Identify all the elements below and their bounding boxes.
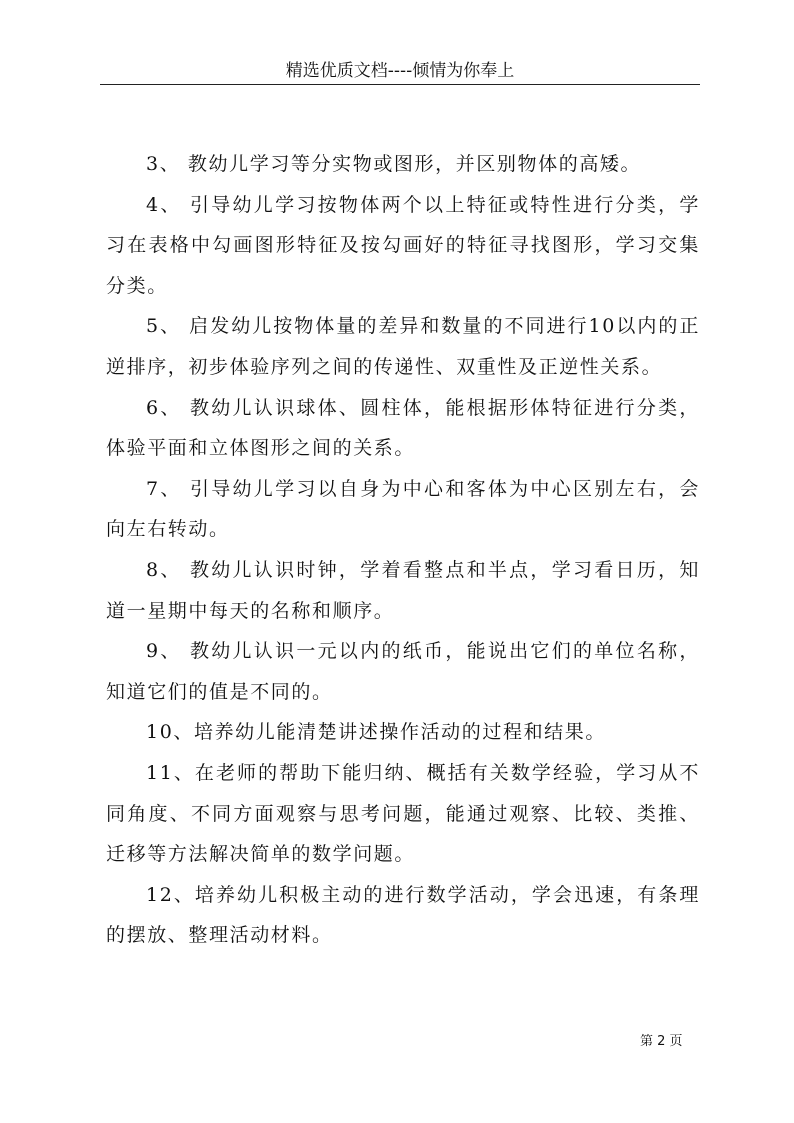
- paragraph-item-3: 3、 教幼儿学习等分实物或图形，并区别物体的高矮。: [146, 153, 642, 175]
- page-number: 第 2 页: [640, 1034, 683, 1049]
- paragraph-item-11: 11、在老师的帮助下能归纳、概括有关数学经验，学习从不同角度、不同方面观察与思考问题，能通过观察、比较、类推、迁移等方法解决简单的数学问题。: [106, 761, 700, 866]
- paragraph-item-4: 4、 引导幼儿学习按物体两个以上特征或特性进行分类，学习在表格中勾画图形特征及按勾画好的特征寻找图形，学习交集分类。: [106, 193, 700, 297]
- document-body: [106, 144, 700, 956]
- paragraph-item-10: 10、培养幼儿能清楚讲述操作活动的过程和结果。: [146, 721, 606, 744]
- header-divider: [100, 84, 700, 85]
- paragraph-item-7: 7、 引导幼儿学习以自身为中心和客体为中心区别左右，会向左右转动。: [106, 477, 700, 541]
- paragraph-item-9: 9、 教幼儿认识一元以内的纸币，能说出它们的单位名称，知道它们的值是不同的。: [106, 640, 700, 703]
- paragraph-item-8: 8、 教幼儿认识时钟，学着看整点和半点，学习看日历，知道一星期中每天的名称和顺序。: [106, 558, 700, 622]
- paragraph-item-5: 5、 启发幼儿按物体量的差异和数量的不同进行10以内的正逆排序，初步体验序列之间的传递性、双重性及正逆性关系。: [106, 315, 700, 378]
- paragraph-item-6: 6、 教幼儿认识球体、圆柱体，能根据形体特征进行分类，体验平面和立体图形之间的关系。: [106, 396, 700, 460]
- paragraph-item-12: 12、培养幼儿积极主动的进行数学活动，学会迅速，有条理的摆放、整理活动材料。: [106, 883, 700, 947]
- page-header-title: 精选优质文档----倾情为你奉上: [285, 61, 515, 81]
